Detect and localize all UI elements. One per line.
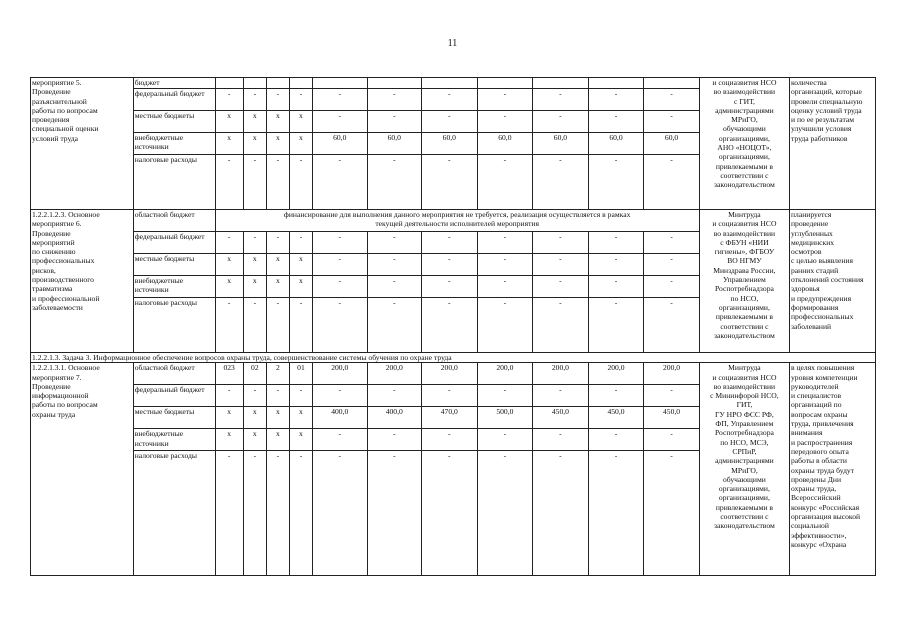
funding-value: - [644,385,700,407]
funding-value: - [533,276,589,298]
funding-value: 450,0 [644,407,700,429]
funding-source: налоговые расходы [133,298,215,353]
budget-code: - [266,89,289,111]
funding-value: - [312,429,367,451]
funding-value: 60,0 [367,133,422,155]
budget-code: х [243,407,266,429]
funding-value: - [477,111,533,133]
page-number: 11 [447,38,458,49]
funding-value: - [533,111,589,133]
budget-code: х [289,133,312,155]
budget-code: - [215,298,243,353]
funding-row [31,78,876,89]
budget-code: - [289,155,312,210]
funding-value: - [477,451,533,576]
funding-value [367,78,422,89]
budget-code: х [289,276,312,298]
budget-code: х [243,133,266,155]
funding-value: - [588,155,644,210]
funding-value: - [367,89,422,111]
budget-code: - [243,155,266,210]
budget-code: х [243,429,266,451]
funding-value: - [644,451,700,576]
funding-value: - [644,429,700,451]
budget-code: х [266,254,289,276]
budget-code: х [243,254,266,276]
budget-code: 02 [243,363,266,385]
budget-code: х [266,407,289,429]
measure-name: 1.2.2.1.2.3. Основное мероприятие 6. Проведение мероприятий по снижению профессиональных рисков, производственного травматизма и профессиональной заболеваемости [31,210,134,353]
funding-value: - [533,298,589,353]
budget-code: - [289,232,312,254]
budget-code: - [243,451,266,576]
budget-code: 01 [289,363,312,385]
funding-value: - [644,276,700,298]
funding-source: областной бюджет [133,363,215,385]
budget-code: - [266,298,289,353]
funding-value: - [533,385,589,407]
budget-code: - [266,385,289,407]
budget-code: - [243,298,266,353]
funding-value: - [312,232,367,254]
funding-value: 200,0 [588,363,644,385]
funding-value [533,78,589,89]
funding-source: федеральный бюджет [133,89,215,111]
funding-source: федеральный бюджет [133,385,215,407]
funding-source: внебюджетные источники [133,276,215,298]
funding-value: - [312,111,367,133]
funding-source: местные бюджеты [133,111,215,133]
funding-value: 200,0 [422,363,478,385]
funding-value: - [422,232,478,254]
budget-code: - [289,298,312,353]
funding-source: внебюджетные источники [133,133,215,155]
funding-value [477,78,533,89]
funding-value: - [312,385,367,407]
funding-row [31,210,876,232]
budget-code: х [289,407,312,429]
funding-value: - [477,276,533,298]
budget-code: х [266,133,289,155]
funding-value: - [422,276,478,298]
funding-value [312,78,367,89]
funding-value: - [533,451,589,576]
funding-value: - [533,232,589,254]
funding-value: - [312,89,367,111]
funding-source: областной бюджет [133,210,215,232]
funding-value: - [477,254,533,276]
funding-value: 60,0 [588,133,644,155]
budget-code: х [215,407,243,429]
budget-code: 2 [266,363,289,385]
budget-code: - [215,89,243,111]
funding-value: - [422,385,478,407]
funding-value: - [422,111,478,133]
funding-value: - [312,254,367,276]
funding-value: - [533,254,589,276]
budget-code: х [215,111,243,133]
funding-value: - [367,111,422,133]
budget-code: - [289,451,312,576]
funding-value: - [644,298,700,353]
measure-name: 1.2.2.1.3.1. Основное мероприятие 7. Проведение информационной работы по вопросам охраны труда [31,363,134,576]
funding-value: - [644,232,700,254]
budget-code: - [215,155,243,210]
funding-value: - [588,298,644,353]
funding-value: - [588,276,644,298]
budget-code: - [243,89,266,111]
funding-value: - [312,155,367,210]
funding-value: - [477,298,533,353]
budget-code: х [215,133,243,155]
funding-source: федеральный бюджет [133,232,215,254]
executor: и социазвития НСО во взаимодействии с ГИТ, администрациями МРиГО, обучающими организациями, АНО «НОЦОТ», организациями, привлекаемыми в соответствии с законодательством [699,78,789,210]
financing-note: финансирование для выполнения данного мероприятия не требуется, реализация осуществляется в рамках текущей деятельности исполнителей мероприятия [215,210,699,232]
budget-code: х [243,111,266,133]
funding-value: - [367,232,422,254]
budget-code [289,78,312,89]
funding-value: - [367,155,422,210]
funding-value: - [477,89,533,111]
funding-source: бюджет [133,78,215,89]
budget-code: х [289,111,312,133]
funding-value: - [533,89,589,111]
budget-code: - [266,155,289,210]
funding-value: 60,0 [533,133,589,155]
funding-value: - [588,429,644,451]
funding-value: - [644,111,700,133]
funding-value: - [477,385,533,407]
funding-value: - [367,385,422,407]
measure-name: мероприятие 5. Проведение разъяснительной работы по вопросам проведения специальной оценки условий труда [31,78,134,210]
funding-value: 470,0 [422,407,478,429]
funding-value: 200,0 [312,363,367,385]
funding-value: - [367,429,422,451]
funding-value: - [588,111,644,133]
funding-value: - [477,429,533,451]
budget-code: - [289,385,312,407]
budget-code: - [266,451,289,576]
budget-code: - [289,89,312,111]
expected-result: планируется проведение углубленных медицинских осмотров с целью выявления ранних стадий отклонений состояния здоровья и предупреждения формирования профессиональных заболеваний [789,210,875,353]
budget-code: 023 [215,363,243,385]
budget-code: х [243,276,266,298]
funding-value: 450,0 [533,407,589,429]
funding-source: налоговые расходы [133,155,215,210]
funding-value: - [533,429,589,451]
budget-code: - [266,232,289,254]
budget-code: х [289,254,312,276]
budget-code: х [215,276,243,298]
funding-value: - [644,254,700,276]
budget-code: х [266,111,289,133]
funding-value: - [588,385,644,407]
funding-value: - [533,155,589,210]
funding-value: - [588,451,644,576]
expected-result: в целях повышения уровня компетенции руководителей и специалистов организаций по вопросам охраны труда, привлечения внимания и распространения передового опыта работы в области охраны труда будут проведены Дни охраны труда, Всероссийский конкурс «Российская организация высокой социальной эффективности», конкурс «Охрана [789,363,875,576]
funding-value: 400,0 [367,407,422,429]
budget-code: - [215,385,243,407]
funding-value: - [644,89,700,111]
executor: Минтруда и социазвития НСО во взаимодействии с ФБУН «НИИ гигиены», ФГБОУ ВО НГМУ Минздрава России, Управлением Роспотребнадзора по НСО, организациями, привлекаемыми в соответствии с законодательством [699,210,789,353]
budget-code: х [215,429,243,451]
funding-value: - [367,276,422,298]
task-row [31,353,876,363]
funding-value: - [367,451,422,576]
funding-value: - [588,89,644,111]
funding-value: - [312,276,367,298]
expected-result: количества организаций, которые провели специальную оценку условий труда и по ее результатам улучшили условия труда работников [789,78,875,210]
funding-value: 60,0 [312,133,367,155]
budget-code: х [266,429,289,451]
funding-value: 200,0 [533,363,589,385]
funding-value: - [422,89,478,111]
funding-value [644,78,700,89]
funding-value: - [588,254,644,276]
budget-code [266,78,289,89]
funding-value: 450,0 [588,407,644,429]
funding-value: 60,0 [422,133,478,155]
funding-value: - [312,298,367,353]
funding-value: - [644,155,700,210]
funding-value: - [367,254,422,276]
funding-value: - [422,298,478,353]
budget-code: х [266,276,289,298]
funding-value: - [477,232,533,254]
funding-value [588,78,644,89]
budget-code: - [243,232,266,254]
funding-value: 200,0 [477,363,533,385]
funding-value: 60,0 [644,133,700,155]
funding-source: налоговые расходы [133,451,215,576]
funding-value: 400,0 [312,407,367,429]
funding-value: - [588,232,644,254]
funding-value: - [367,298,422,353]
budget-code [243,78,266,89]
budget-code: - [243,385,266,407]
funding-value: - [422,254,478,276]
funding-value: - [422,429,478,451]
funding-value [422,78,478,89]
funding-source: внебюджетные источники [133,429,215,451]
funding-value: 60,0 [477,133,533,155]
budget-code: - [215,232,243,254]
funding-value: - [422,451,478,576]
funding-row [31,363,876,385]
executor: Минтруда и социазвития НСО во взаимодействии с Мининфорой НСО, ГИТ, ГУ НРО ФСС РФ, ФП, Управлением Роспотребнадзора по НСО, МСЭ, СРПиР, администрациями МРиГО, обучающими организациями, организациями, привлекаемыми в соответствии с законодательством [699,363,789,576]
budget-code: х [289,429,312,451]
funding-value: 500,0 [477,407,533,429]
task-heading: 1.2.2.1.3. Задача 3. Информационное обеспечение вопросов охраны труда, совершенствование системы обучения по охране труда [31,353,876,363]
funding-value: - [422,155,478,210]
budget-code [215,78,243,89]
funding-source: местные бюджеты [133,254,215,276]
funding-value: - [477,155,533,210]
budget-code: х [215,254,243,276]
funding-value: 200,0 [367,363,422,385]
budget-code: - [215,451,243,576]
program-measures-table [30,77,876,576]
funding-value: 200,0 [644,363,700,385]
funding-value: - [312,451,367,576]
funding-source: местные бюджеты [133,407,215,429]
